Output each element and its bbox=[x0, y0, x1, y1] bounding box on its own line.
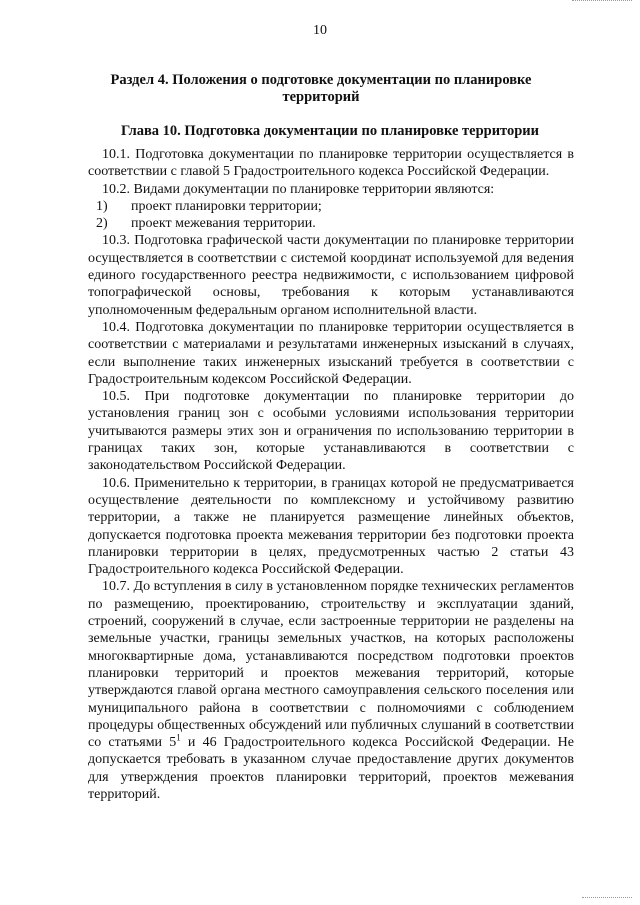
list-item bbox=[88, 215, 574, 232]
document-body bbox=[88, 146, 574, 803]
paragraph-10-4: 10.4. Подготовка документации по планировке территории осуществляется в соответствии с материалами и результатами инженерных изысканий в случаях, если выполнение таких инженерных изысканий требуется в соответствии с Градостроительным кодексом Российской Федерации. bbox=[88, 319, 574, 387]
paragraph-10-7-text-start: 10.7. До вступления в силу в установленном порядке технических регламентов по размещению, проектированию, строительству и эксплуатации зданий, строений, сооружений в случае, если застроенные территории не разделены на земельные участки, границы земельных участков, на которых расположены многоквартирные дома, устанавливаются посредством подготовки проектов планировки территорий и проектов межевания территорий, которые утверждаются главой органа местного самоуправления сельского поселения или муниципального района в соответствии с полномочиями с соблюдением процедуры общественных обсуждений или публичных слушаний в соответствии со статьями 5 bbox=[88, 579, 574, 751]
list-item-text: проект межевания территории. bbox=[131, 216, 316, 232]
scan-mark bbox=[582, 897, 632, 901]
paragraph-10-6: 10.6. Применительно к территории, в границах которой не предусматривается осуществление деятельности по комплексному и устойчивому развитию территории, а также не планируется размещение линейных объектов, допускается подготовка проекта межевания территории без подготовки проекта планировки территории в целях, предусмотренных частью 2 статьи 43 Градостроительного кодекса Российской Федерации. bbox=[88, 475, 574, 578]
paragraph-10-3: 10.3. Подготовка графической части документации по планировке территории осуществляется в соответствии с системой координат используемой для ведения единого государственного реестра недвижимости, с использованием цифровой топографической основы, требования к которым устанавливаются уполномоченным федеральным органом исполнительной власти. bbox=[88, 233, 574, 318]
chapter-title: Глава 10. Подготовка документации по планировке территории bbox=[120, 123, 540, 139]
list-item-number: 1) bbox=[96, 198, 108, 214]
page-number: 10 bbox=[313, 23, 327, 38]
paragraph-10-1: 10.1. Подготовка документации по планировке территории осуществляется в соответствии с главой 5 Градостроительного кодекса Российской Федерации. bbox=[88, 147, 574, 180]
section-title: Раздел 4. Положения о подготовке документации по планировке территорий bbox=[110, 72, 532, 105]
paragraph-10-5: 10.5. При подготовке документации по планировке территории до установления границ зон с особыми условиями использования территории учитываются размеры этих зон и ограничения по использованию территории в границах таких зон, которые устанавливаются в соответствии с законодательством Российской Федерации. bbox=[88, 389, 574, 474]
paragraph-10-7 bbox=[88, 578, 574, 803]
list-item-number: 2) bbox=[96, 216, 108, 232]
scan-mark bbox=[572, 0, 632, 5]
paragraph-10-2: 10.2. Видами документации по планировке территории являются: bbox=[102, 181, 495, 197]
list-item-text: проект планировки территории; bbox=[131, 198, 322, 214]
superscript: 1 bbox=[176, 732, 181, 743]
list-item bbox=[88, 198, 574, 215]
paragraph-10-7-text-end: и 46 Градостроительного кодекса Российской Федерации. Не допускается требовать в указанном случае предоставление других документов для утверждения проектов планировки территорий, проектов межевания территорий. bbox=[88, 735, 574, 802]
